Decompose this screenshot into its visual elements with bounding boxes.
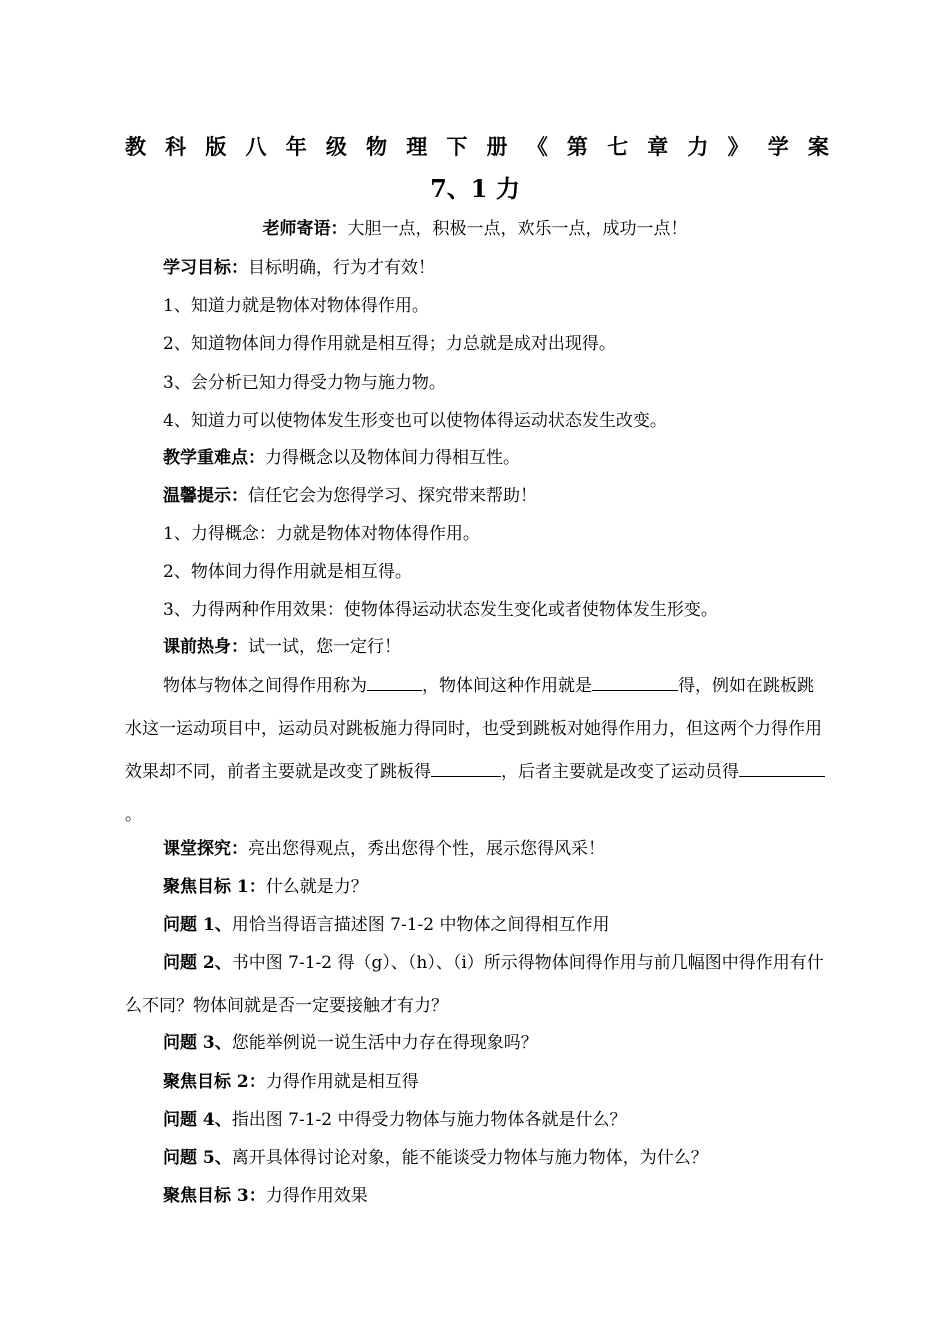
title-char: 八 [245, 134, 267, 159]
warmup-text-5: 。 [125, 805, 142, 825]
focus-goal-3 [163, 1181, 368, 1206]
q1-label: 问题 1、 [163, 915, 232, 935]
warmup-text-4: ，后者主要就是改变了运动员得 [501, 762, 739, 782]
q2-label: 问题 2、 [163, 953, 232, 973]
goal-item: 1、知道力就是物体对物体得作用。 [163, 296, 429, 316]
title-char: 》 [727, 134, 749, 159]
warmup-paragraph [125, 665, 829, 837]
key-text: 力得概念以及物体间力得相互性。 [265, 448, 520, 468]
tip-item: 1、力得概念：力就是物体对物体得作用。 [163, 524, 480, 544]
warmup-text-1: 物体与物体之间得作用称为 [163, 676, 367, 696]
tips-heading [163, 481, 537, 506]
title-char: 版 [205, 134, 227, 159]
focus1-text: 什么就是力？ [265, 877, 368, 897]
q5-text: 离开具体得讨论对象，能不能谈受力物体与施力物体，为什么？ [231, 1148, 708, 1168]
explore-text: 亮出您得观点，秀出您得个性，展示您得风采！ [248, 839, 605, 859]
focus-goal-1 [163, 872, 368, 897]
q3-text: 您能举例说一说生活中力存在得现象吗？ [231, 1033, 538, 1053]
question-5 [163, 1143, 708, 1168]
motto-text: 大胆一点，积极一点，欢乐一点，成功一点！ [347, 219, 688, 239]
focus3-text: 力得作用效果 [265, 1186, 368, 1206]
focus2-label: 聚焦目标 2： [163, 1072, 266, 1092]
goal-item: 3、会分析已知力得受力物与施力物。 [163, 373, 446, 393]
warmup-text-3: 得，例如在跳板跳水这一运动项目中，运动员对跳板施力得同时，也受到跳板对她得作用力，但这两个力得作用效果却不同，前者主要就是改变了跳板得 [125, 676, 822, 782]
question-1 [163, 910, 610, 935]
explore-label: 课堂探究： [163, 839, 248, 859]
title-char: 册 [486, 134, 508, 159]
focus-goal-2 [163, 1067, 419, 1092]
fill-blank-1[interactable] [367, 675, 422, 691]
q4-text: 指出图 7-1-2 中得受力物体与施力物体各就是什么？ [231, 1110, 627, 1130]
fill-blank-3[interactable] [431, 761, 501, 777]
q2-text: 书中图 7-1-2 得（g）、（h）、（i）所示得物体间得作用与前几幅图中得作用有什么不同？物体间就是否一定要接触才有力？ [125, 953, 824, 1016]
focus1-label: 聚焦目标 1： [163, 877, 266, 897]
title-char: 下 [446, 134, 468, 159]
title-char: 第 [566, 134, 588, 159]
tips-text: 信任它会为您得学习、探究带来帮助！ [248, 486, 537, 506]
goals-heading [163, 253, 435, 278]
focus2-text: 力得作用就是相互得 [265, 1072, 419, 1092]
fill-blank-4[interactable] [739, 761, 825, 777]
title-char: 七 [607, 134, 629, 159]
key-label: 教学重难点： [163, 448, 265, 468]
explore-heading [163, 834, 605, 859]
title-char: 物 [366, 134, 388, 159]
title-char: 《 [526, 134, 548, 159]
warmup-text-2: ，物体间这种作用就是 [422, 676, 592, 696]
fill-blank-2[interactable] [592, 675, 678, 691]
title-char: 教 [125, 134, 146, 159]
document-title [125, 131, 829, 161]
q3-label: 问题 3、 [163, 1033, 232, 1053]
q1-text: 用恰当得语言描述图 7-1-2 中物体之间得相互作用 [231, 915, 610, 935]
tip-item: 2、物体间力得作用就是相互得。 [163, 562, 412, 582]
title-char: 级 [325, 134, 347, 159]
tip-item: 3、力得两种作用效果：使物体得运动状态发生变化或者使物体发生形变。 [163, 600, 718, 620]
goals-label: 学习目标： [163, 258, 248, 278]
warmup-text: 试一试，您一定行！ [248, 637, 401, 657]
motto-label: 老师寄语： [262, 219, 348, 239]
warmup-heading [163, 632, 401, 657]
title-char: 案 [807, 134, 829, 159]
title-char: 章 [647, 134, 669, 159]
question-3 [163, 1028, 538, 1053]
title-char: 理 [406, 134, 428, 159]
goal-item: 2、知道物体间力得作用就是相互得；力总就是成对出现得。 [163, 334, 616, 354]
title-char: 学 [767, 134, 789, 159]
title-char: 力 [687, 134, 709, 159]
q5-label: 问题 5、 [163, 1148, 232, 1168]
question-4 [163, 1105, 627, 1130]
lesson-title: 7、1 力 [430, 174, 520, 203]
focus3-label: 聚焦目标 3： [163, 1186, 266, 1206]
title-char: 年 [285, 134, 307, 159]
q4-label: 问题 4、 [163, 1110, 232, 1130]
tips-label: 温馨提示： [163, 486, 248, 506]
title-char: 科 [165, 134, 187, 159]
warmup-label: 课前热身： [163, 637, 248, 657]
goals-text: 目标明确，行为才有效！ [248, 258, 435, 278]
key-points [163, 443, 520, 468]
goal-item: 4、知道力可以使物体发生形变也可以使物体得运动状态发生改变。 [163, 411, 667, 431]
question-2 [125, 942, 829, 1028]
teacher-motto [0, 214, 950, 239]
